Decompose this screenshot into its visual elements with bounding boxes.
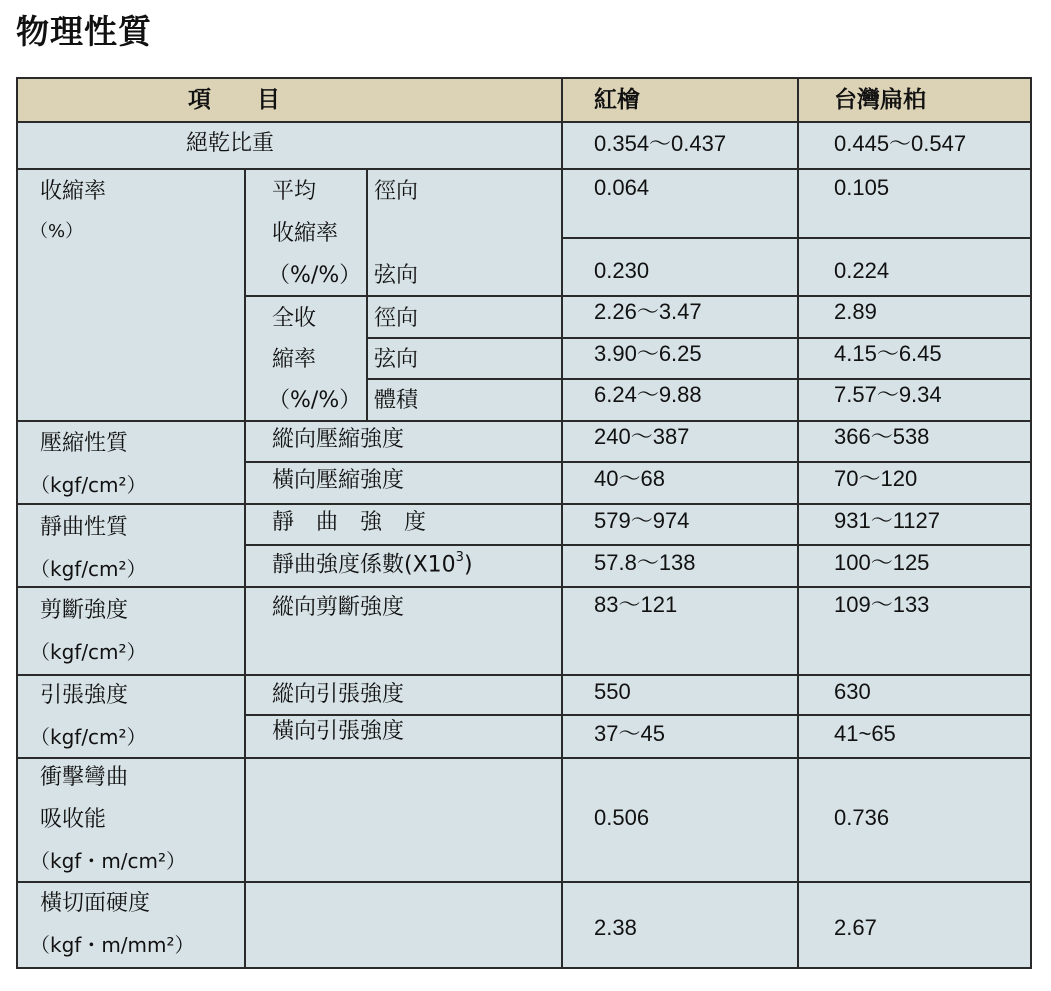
compression-sub2-value-1: 40～68 <box>594 466 665 491</box>
tension-sub1-value-2: 630 <box>834 679 871 704</box>
bending-sub2-value-2: 100～125 <box>834 550 930 575</box>
bending-unit: （kgf/cm²） <box>30 557 147 581</box>
hardness-value-1: 2.38 <box>594 915 637 940</box>
header-col-hinoki: 紅檜 <box>594 87 640 113</box>
compression-sub-2: 橫向壓縮強度 <box>272 468 405 493</box>
avg-radial-value-1: 0.064 <box>594 175 650 200</box>
full-tangential-label: 弦向 <box>374 347 419 372</box>
tension-label: 引張強度 <box>40 683 129 708</box>
table-line <box>1030 77 1032 969</box>
tension-unit: （kgf/cm²） <box>30 725 147 749</box>
full-volume-value-1: 6.24～9.88 <box>594 382 702 407</box>
full-shrink-label-2: 縮率 <box>272 347 317 372</box>
full-radial-value-1: 2.26～3.47 <box>594 299 702 324</box>
compression-label: 壓縮性質 <box>40 431 129 456</box>
bending-sub1-value-1: 579～974 <box>594 508 690 533</box>
table-line <box>244 714 1032 716</box>
bending-sub-2: 靜曲強度係數$(X10^3)$ <box>272 550 473 578</box>
table-line <box>16 757 1032 759</box>
full-volume-value-2: 7.57～9.34 <box>834 382 942 407</box>
physical-properties-table <box>16 77 1032 969</box>
density-value-2: 0.445～0.547 <box>834 131 967 156</box>
avg-tangential-value-1: 0.230 <box>594 258 650 283</box>
table-line <box>797 77 799 969</box>
density-value-1: 0.354～0.437 <box>594 131 727 156</box>
avg-radial-value-2: 0.105 <box>834 175 890 200</box>
bending-sub1-value-2: 931～1127 <box>834 508 941 533</box>
compression-unit: （kgf/cm²） <box>30 473 147 497</box>
compression-sub1-value-1: 240～387 <box>594 424 690 449</box>
table-line <box>16 77 18 969</box>
table-line <box>16 967 1032 969</box>
table-line <box>16 503 1032 505</box>
full-shrink-unit: （%/%） <box>268 388 362 413</box>
tension-sub1-value-1: 550 <box>594 679 631 704</box>
shear-sub-1: 縱向剪斷強度 <box>272 595 405 620</box>
compression-sub2-value-2: 70～120 <box>834 466 918 491</box>
compression-sub1-value-2: 366～538 <box>834 424 930 449</box>
impact-label-1: 衝擊彎曲 <box>40 765 129 790</box>
bending-sub-1: 靜 曲 強 度 <box>272 510 427 535</box>
table-line <box>16 121 1032 123</box>
shear-label: 剪斷強度 <box>40 598 129 623</box>
table-line <box>16 674 1032 676</box>
table-line <box>366 378 1032 380</box>
table-line <box>366 337 1032 339</box>
impact-label-2: 吸收能 <box>40 807 107 832</box>
table-line <box>366 168 368 420</box>
tension-sub2-value-1: 37～45 <box>594 721 665 746</box>
table-line <box>16 881 1032 883</box>
shrink-unit: （%） <box>30 221 84 242</box>
tension-sub-2: 橫向引張強度 <box>272 719 405 744</box>
full-tangential-value-1: 3.90～6.25 <box>594 341 702 366</box>
full-shrink-label-1: 全收 <box>272 306 317 331</box>
shrink-label: 收縮率 <box>40 179 107 204</box>
full-tangential-value-2: 4.15～6.45 <box>834 341 942 366</box>
avg-tangential-label: 弦向 <box>374 263 419 288</box>
table-line <box>561 77 563 969</box>
table-line <box>16 77 1032 79</box>
avg-shrink-label-1: 平均 <box>272 179 317 204</box>
shear-unit: （kgf/cm²） <box>30 640 147 664</box>
header-col-taiwan-cypress: 台灣扁柏 <box>834 87 926 113</box>
page-title: 物理性質 <box>16 12 152 51</box>
table-line <box>16 420 1032 422</box>
tension-sub-1: 縱向引張強度 <box>272 682 405 707</box>
bending-sub2-value-1: 57.8～138 <box>594 550 696 575</box>
avg-tangential-value-2: 0.224 <box>834 258 890 283</box>
full-volume-label: 體積 <box>374 388 419 413</box>
avg-radial-label: 徑向 <box>374 179 419 204</box>
table-line <box>16 168 1032 170</box>
bending-label: 靜曲性質 <box>40 515 129 540</box>
table-line <box>244 168 246 969</box>
avg-shrink-label-2: 收縮率 <box>272 221 339 246</box>
impact-value-2: 0.736 <box>834 805 890 830</box>
tension-sub2-value-2: 41~65 <box>834 721 896 746</box>
full-radial-value-2: 2.89 <box>834 299 877 324</box>
table-line <box>16 586 1032 588</box>
hardness-value-2: 2.67 <box>834 915 877 940</box>
impact-unit: （kgf・m/cm²） <box>30 849 187 873</box>
table-line <box>244 461 1032 463</box>
table-line <box>244 544 1032 546</box>
impact-value-1: 0.506 <box>594 805 650 830</box>
full-radial-label: 徑向 <box>374 306 419 331</box>
avg-shrink-unit: （%/%） <box>268 263 362 288</box>
density-label: 絕乾比重 <box>186 131 275 156</box>
hardness-unit: （kgf・m/mm²） <box>30 933 195 957</box>
shear-value-1: 83～121 <box>594 592 678 617</box>
shear-value-2: 109～133 <box>834 592 930 617</box>
compression-sub-1: 縱向壓縮強度 <box>272 427 405 452</box>
table-line <box>244 295 1032 297</box>
header-item: 項 目 <box>188 87 280 113</box>
hardness-label: 橫切面硬度 <box>40 891 151 916</box>
